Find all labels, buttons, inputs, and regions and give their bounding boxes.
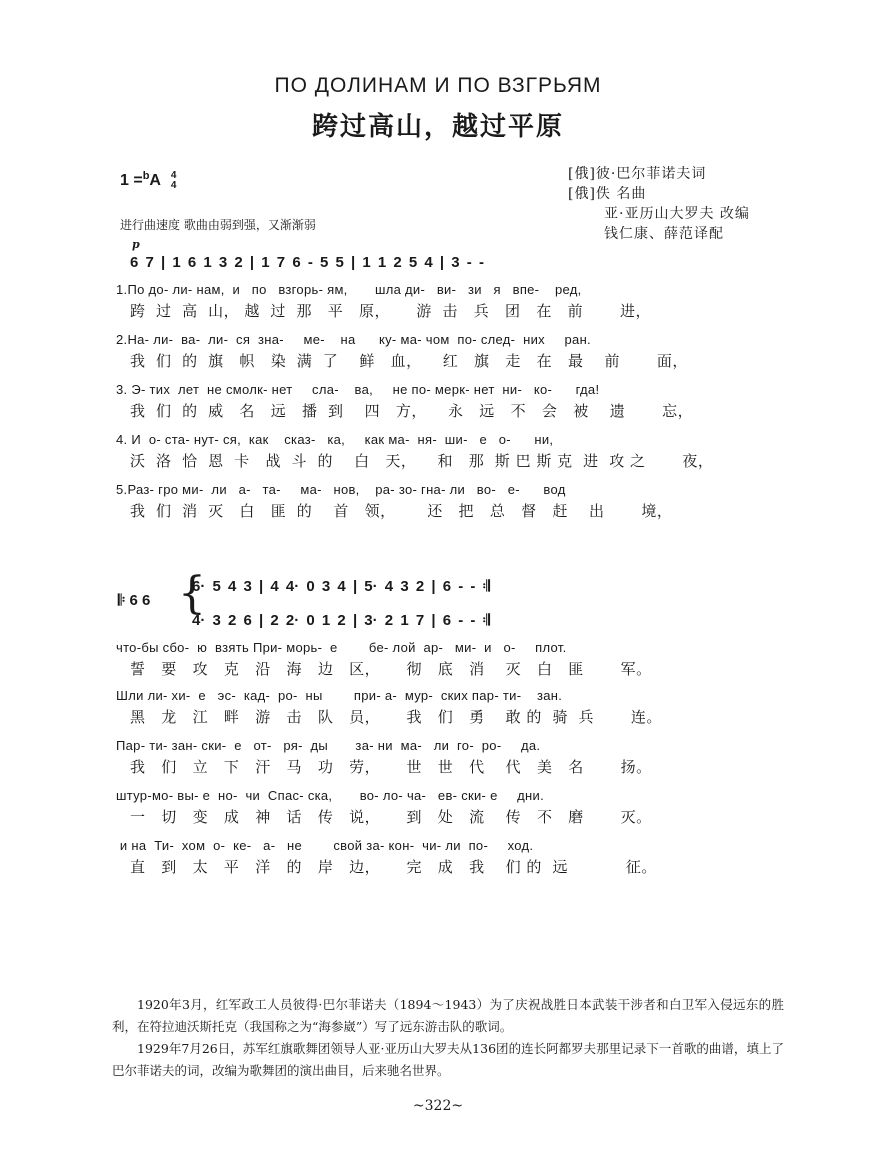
s2-verse1-ru: что-бы сбо- ю взять При- морь- е бе- лой ар- ми- и о- плот.	[116, 640, 567, 655]
s1-verse5-zh: 我 们 消 灭 白 匪 的 首 领， 还 把 总 督 赶 出 境，	[130, 502, 673, 520]
dynamic-marking: p	[132, 238, 140, 251]
s1-verse3-zh: 我 们 的 威 名 远 播 到 四 方， 永 远 不 会 被 遗 忘，	[130, 402, 694, 420]
s2-verse5-ru: и на Ти- хом о- ке- а- не свой за- кон- чи- ли по- ход.	[116, 838, 534, 853]
s2-verse4-zh: 一 切 变 成 神 话 传 说， 到 处 流 传 不 磨 灭。	[130, 808, 652, 826]
section2-notes-lower: 4· 3 2 6 | 2 2· 0 1 2 | 3· 2 1 7 | 6 - - 𝄇	[192, 612, 490, 629]
key-signature	[120, 170, 176, 191]
key-prefix: 1 =	[120, 172, 143, 189]
credit-translator: 钱仁康、薛范译配	[604, 226, 724, 242]
s1-verse4-zh: 沃 洛 恰 恩 卡 战 斗 的 白 天， 和 那 斯 巴 斯 克 进 攻 之 夜，	[130, 452, 714, 470]
s1-verse5-ru: 5.Раз- гро ми- ли а- та- ма- нов, ра- зо- гна- ли во- е- вод	[116, 482, 566, 497]
page-number: ~322~	[412, 1098, 464, 1114]
s2-verse4-ru: штур-мо- вы- е но- чи Спас- ска, во- ло- ча- ев- ски- е дни.	[116, 788, 545, 803]
key-note: A	[149, 172, 161, 189]
s2-verse5-zh: 直 到 太 平 洋 的 岸 边， 完 成 我 们 的 远 征。	[130, 858, 657, 876]
note-paragraph-2: 1929年7月26日，苏军红旗歌舞团领导人亚·亚历山大罗夫从136团的连长阿都罗夫那里记录下一首歌的曲谱，填上了巴尔菲诺夫的词，改编为歌舞团的演出曲目，后来驰名世界。	[112, 1041, 784, 1078]
section1-notes: 6 7 | 1 6 1 3 2 | 1 7 6 - 5 5 | 1 1 2 5 4 | 3 - -	[130, 254, 484, 271]
credit-lyricist: [俄]彼·巴尔菲诺夫词	[568, 166, 707, 182]
s2-verse1-zh: 誓 要 攻 克 沿 海 边 区， 彻 底 消 灭 白 匪 军。	[130, 660, 652, 678]
s1-verse1-ru: 1.По до- ли- нам, и по взгорь- ям, шла ди- ви- зи я впе- ред,	[116, 282, 582, 297]
credit-arranger: 亚·亚历山大罗夫 改编	[604, 206, 750, 222]
s1-verse2-zh: 我 们 的 旗 帜 染 满 了 鲜 血， 红 旗 走 在 最 前 面，	[130, 352, 688, 370]
s1-verse4-ru: 4. И о- ста- нут- ся, как сказ- ка, как ма- ня- ши- е о- ни,	[116, 432, 554, 447]
tempo-marking: 进行曲速度 歌曲由弱到强，又渐渐弱	[120, 218, 316, 232]
key-flat: b	[142, 170, 150, 182]
s2-verse2-zh: 黑 龙 江 畔 游 击 队 员， 我 们 勇 敢 的 骑 兵 连。	[130, 708, 662, 726]
note-paragraph-1: 1920年3月，红军政工人员彼得·巴尔菲诺夫（1894～1943）为了庆祝战胜日本武装干涉者和白卫军入侵远东的胜利，在符拉迪沃斯托克（我国称之为“海参崴”）写了远东游击队的歌词。	[112, 997, 784, 1034]
section2-lead-notes: 𝄆 6 6	[118, 592, 151, 609]
s2-verse2-ru: Шли ли- хи- е эс- кад- ро- ны при- а- мур- ских пар- ти- зан.	[116, 688, 563, 703]
s1-verse2-ru: 2.На- ли- ва- ли- ся зна- ме- на ку- ма- чом по- след- них ран.	[116, 332, 591, 347]
s2-verse3-ru: Пар- ти- зан- ски- е от- ря- ды за- ни ма- ли го- ро- да.	[116, 738, 541, 753]
s2-verse3-zh: 我 们 立 下 汗 马 功 劳， 世 世 代 代 美 名 扬。	[130, 758, 652, 776]
bracket-brace: {	[178, 568, 206, 619]
title-chinese: 跨过高山，越过平原	[311, 112, 564, 142]
s1-verse3-ru: 3. Э- тих лет не смолк- нет сла- ва, не по- мерк- нет ни- ко- гда!	[116, 382, 600, 397]
s1-verse1-zh: 跨 过 高 山， 越 过 那 平 原， 游 击 兵 团 在 前 进，	[130, 302, 652, 320]
time-signature: 4 4	[170, 169, 177, 191]
section2-notes-upper: 6· 5 4 3 | 4 4· 0 3 4 | 5· 4 3 2 | 6 - - 𝄇	[192, 578, 490, 595]
credits	[568, 164, 798, 244]
credit-composer: [俄]佚 名曲	[568, 186, 647, 202]
title-russian: ПО ДОЛИНАМ И ПО ВЗГРЬЯМ	[274, 74, 602, 97]
